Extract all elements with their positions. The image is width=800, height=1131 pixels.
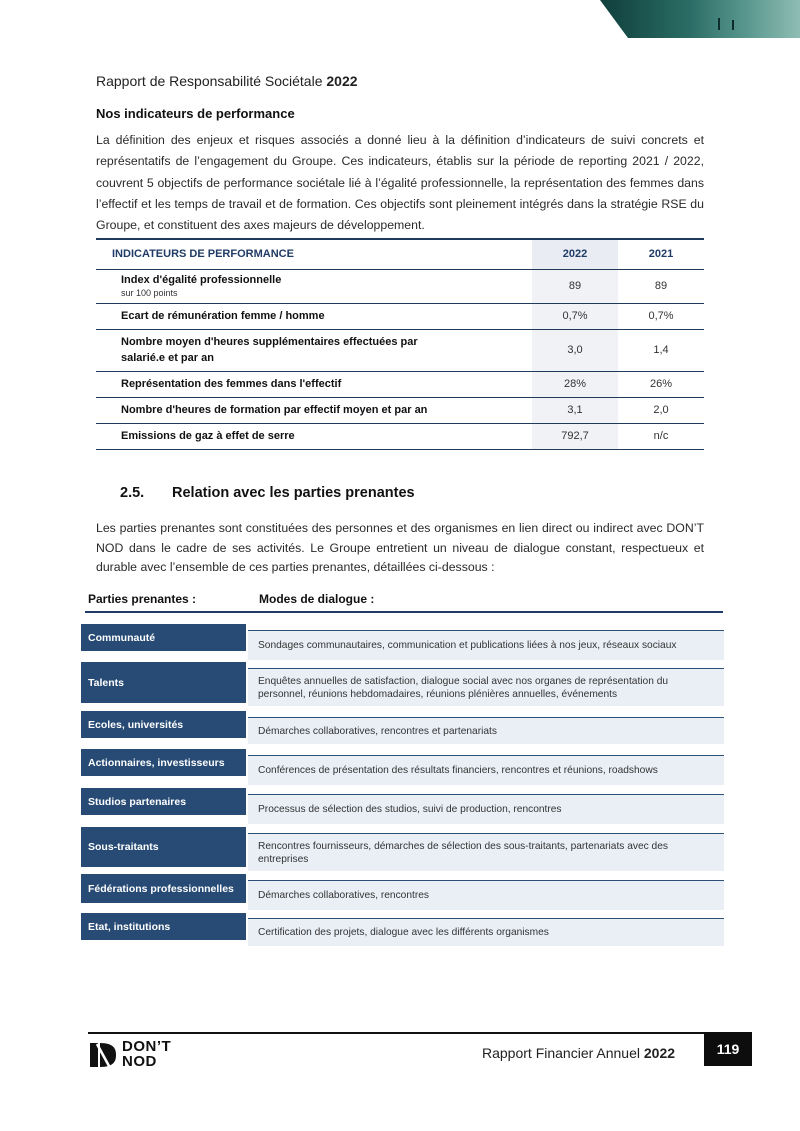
table-row	[96, 329, 704, 371]
dialogue-mode: Processus de sélection des studios, suivi de production, rencontres	[248, 794, 724, 824]
indicator-label: Index d'égalité professionnelle	[121, 274, 282, 286]
indicator-label: Ecart de rémunération femme / homme	[96, 303, 532, 329]
value-2022: 89	[532, 269, 618, 303]
value-2021: 26%	[618, 371, 704, 397]
table-row	[96, 423, 704, 449]
column-header-modes: Modes de dialogue :	[259, 592, 375, 606]
footer-title	[482, 1045, 675, 1061]
column-header-parties: Parties prenantes :	[88, 592, 197, 606]
dialogue-mode: Enquêtes annuelles de satisfaction, dialogue social avec nos organes de représentation du personnel, réunions hebdomadaires, réunions plénières annuelles, événements	[248, 668, 724, 706]
document-header	[96, 73, 358, 89]
page-number: 119	[704, 1032, 752, 1066]
dontnod-logo-icon	[89, 1041, 117, 1069]
header-corner-artwork	[600, 0, 800, 38]
performance-table	[96, 238, 704, 450]
table-row	[96, 269, 704, 303]
silhouette-figure	[718, 18, 720, 30]
section-heading: Nos indicateurs de performance	[96, 106, 295, 121]
section-number: 2.5.	[120, 485, 145, 501]
column-header-2022: 2022	[532, 239, 618, 269]
value-2022: 3,1	[532, 397, 618, 423]
stakeholders-intro: Les parties prenantes sont constituées des personnes et des organismes en lien direct ou indirect avec DON’T NOD dans le cadre de ses activités. Le Groupe entretient un niveau de dialogue constant, respectueux et durable avec l’ensemble de ces parties prenantes, détaillées ci-dessous :	[96, 521, 704, 574]
table-row	[96, 397, 704, 423]
silhouette-figure	[732, 20, 734, 30]
dialogue-mode: Démarches collaboratives, rencontres et partenariats	[248, 717, 724, 744]
value-2022: 28%	[532, 371, 618, 397]
stakeholder-label: Studios partenaires	[81, 788, 246, 815]
dialogue-mode: Rencontres fournisseurs, démarches de sélection des sous-traitants, partenariats avec des entreprises	[248, 833, 724, 871]
value-2021: 2,0	[618, 397, 704, 423]
footer-title-text: Rapport Financier Annuel	[482, 1045, 640, 1061]
stakeholders-heading	[120, 485, 415, 501]
value-2021: 1,4	[618, 329, 704, 371]
indicator-label: Représentation des femmes dans l'effectif	[96, 371, 532, 397]
indicator-label: Nombre moyen d'heures supplémentaires effectuées par salarié.e et par an	[96, 329, 532, 371]
stakeholder-label: Etat, institutions	[81, 913, 246, 940]
dontnod-logo	[89, 1039, 199, 1073]
column-header-indicator: INDICATEURS DE PERFORMANCE	[96, 239, 532, 269]
column-header-2021: 2021	[618, 239, 704, 269]
indicator-sublabel: sur 100 points	[121, 288, 178, 298]
logo-text-line1: DON’T	[122, 1038, 172, 1055]
value-2021: 89	[618, 269, 704, 303]
stakeholder-label: Sous-traitants	[81, 827, 246, 867]
indicator-label: Nombre d'heures de formation par effectif moyen et par an	[96, 397, 532, 423]
footer-divider	[88, 1032, 704, 1034]
table-row	[96, 371, 704, 397]
logo-text-line2: NOD	[122, 1053, 157, 1070]
dialogue-mode: Démarches collaboratives, rencontres	[248, 880, 724, 910]
stakeholder-label: Communauté	[81, 624, 246, 651]
report-title: Rapport de Responsabilité Sociétale	[96, 73, 323, 89]
performance-intro: La définition des enjeux et risques associés a donné lieu à la définition d’indicateurs de suivi concrets et représentatifs de l’engagement du Groupe. Ces indicateurs, établis sur la période de reporting 2021 / 2022, couvrent 5 objectifs de performance sociétale lié à l’égalité professionnelle, la représentation des femmes dans l’effectif et les temps de travail et de formation. Ces objectifs sont pleinement intégrés dans la stratégie RSE du Groupe, et constituent des axes majeurs de développement.	[96, 133, 704, 233]
table-header-row	[96, 239, 704, 269]
dialogue-mode: Certification des projets, dialogue avec les différents organismes	[248, 918, 724, 946]
value-2022: 3,0	[532, 329, 618, 371]
table-row	[96, 303, 704, 329]
stakeholder-label: Ecoles, universités	[81, 711, 246, 738]
dialogue-mode: Conférences de présentation des résultats financiers, rencontres et réunions, roadshows	[248, 755, 724, 785]
stakeholder-label: Fédérations professionnelles	[81, 874, 246, 903]
stakeholder-label: Talents	[81, 662, 246, 703]
value-2022: 792,7	[532, 423, 618, 449]
value-2021: n/c	[618, 423, 704, 449]
dialogue-mode: Sondages communautaires, communication et publications liées à nos jeux, réseaux sociaux	[248, 630, 724, 660]
stakeholder-label: Actionnaires, investisseurs	[81, 749, 246, 776]
report-year: 2022	[326, 73, 358, 89]
section-title: Relation avec les parties prenantes	[172, 485, 415, 501]
footer-year: 2022	[643, 1045, 676, 1061]
value-2022: 0,7%	[532, 303, 618, 329]
indicator-label: Emissions de gaz à effet de serre	[96, 423, 532, 449]
header-divider	[85, 611, 723, 613]
value-2021: 0,7%	[618, 303, 704, 329]
